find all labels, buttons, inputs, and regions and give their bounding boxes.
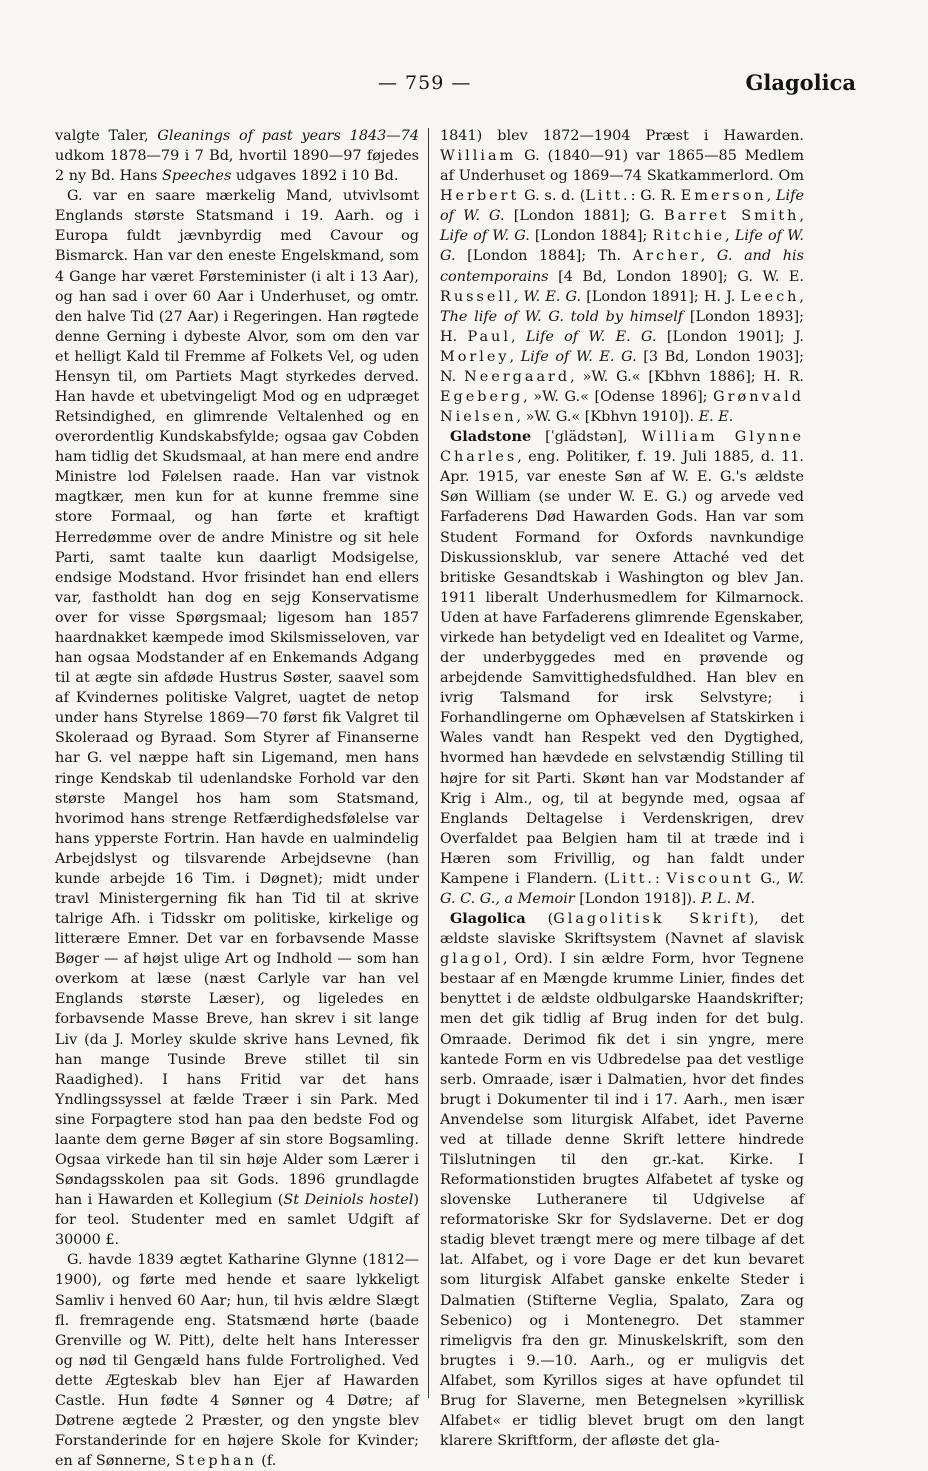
gladstone-writings-paragraph: valgte Taler, Gleanings of past years 1843—74 udkom 1878—79 i 7 Bd, hvortil 1890—97 føjedes 2 ny Bd. Hans Speeches udgaves 1892 i 10 Bd. xyxy=(55,128,419,185)
gladstone-literature-paragraph: 1841) blev 1872—1904 Præst i Hawarden. William G. (1840—91) var 1865—85 Medlem af Underhuset og 1869—74 Skatkammerlord. Om Herbert G. s. d. (Litt.: G. R. Emerson, Life of W. G. [London 1881]; G. Barret Smith, Life of W. G. [London 1884]; Ritchie, Life of W. G. [London 1884]; Th. Archer, G. and his contemporains [4 Bd, London 1890]; G. W. E. Russell, W. E. G. [London 1891]; H. J. Leech, The life of W. G. told by himself [London 1893]; H. Paul, Life of W. E. G. [London 1901]; J. Morley, Life of W. E. G. [3 Bd, London 1903]; N. Neergaard, »W. G.« [Kbhvn 1886]; H. R. Egeberg, »W. G.« [Odense 1896]; Grønvald Nielsen, »W. G.« [Kbhvn 1910]). E. E. xyxy=(440,128,805,426)
page-number: — 759 — xyxy=(378,72,472,94)
running-head: Glagolica xyxy=(745,70,856,95)
entry-headword: Glagolica xyxy=(450,910,526,928)
gladstone-character-paragraph: G. var en saare mærkelig Mand, utvivlsomt Englands største Statsmand i 19. Aarh. og i Europa fuldt jævnbyrdig med Cavour og Bismarck. Han var den eneste Engelskmand, som 4 Gange har været Førsteminister (i alt i 13 Aar), og han sad i over 60 Aar i Underhuset, og omtr. den halve Tid (27 Aar) i Regeringen. Han røgtede denne Gerning i dybeste Alvor, som om den var et helligt Kald til Fremme af Folkets Vel, og uden Hensyn til, om Partiets Magt styrkedes derved. Han havde et ubetvingeligt Mod og en udpræget Retsindighed, en glimrende Veltalenhed og en overordentlig Kundskabsfylde; ogsaa gav Cobden ham tidlig det Skudsmaal, at han mere end andre Ministre lod Følelsen raade. Han var vistnok magtkær, men kun for at kunne fremme sine store Formaal, og han førte et kraftigt Herredømme over de andre Ministre og sit hele Parti, samt taalte kun daarligt Modsigelse, endsige Modstand. Hvor frisindet han end ellers var, fastholdt han dog en sejg Konservatisme over for visse Spørgsmaal; ligesom han 1857 haardnakket kæmpede imod Skilsmisseloven, var han ogsaa Modstander af en Enkemands Adgang til at ægte sin afdøde Hustrus Søster, saavel som af Kvindernes politiske Valgret, uagtet de netop under hans Styrelse 1869—70 først fik Valgret til Skoleraad og Byraad. Som Styrer af Finanserne har G. vel næppe haft sin Ligemand, men hans ringe Kendskab til udenlandske Forhold var den største Mangel hos ham som Statsmand, hvorimod hans strenge Retfærdighedsfølelse var hans ypperste Fortrin. Han havde en ualmindelig Arbejdslyst og tilsvarende Arbejdsevne (han kunde arbejde 16 Tim. i Døgnet); midt under travl Ministergerning fik han Tid til at skrive talrige Afh. i Tidsskr om politiske, kirkelige og litterære Emner. Det var en forbavsende Masse Bøger — af højst ulige Art og Indhold — som han overkom at læse (næst Carlyle var han vel Englands største Læser), og ligeledes en forbavsende Masse Breve, han skrev i sit lange Liv (da J. Morley skulde skrive hans Levned, fik han mange Tusinde Breve stillet til sin Raadighed). I hans Fritid var det hans Yndlingssyssel at fælde Træer i sin Park. Med sine Forpagtere stod han paa den bedste Fod og laante dem gerne Bøger af sin store Bogsamling. Ogsaa virkede han til sin høje Alder som Lærer i Søndagsskolen paa sit Gods. 1896 grundlagde han i Hawarden et Kollegium (St Deiniols hostel) for teol. Studenter med en samlet Udgift af 30000 £. xyxy=(55,188,419,1249)
right-column xyxy=(440,126,804,1451)
author-signature: E. E. xyxy=(698,409,734,426)
column-divider xyxy=(428,128,429,1398)
entry-headword: Gladstone xyxy=(450,428,532,446)
entry-gladstone-wgc: Gladstone [ˈglädstən], William Glynne Charles, eng. Politiker, f. 19. Juli 1885, d. 11. Apr. 1915, var eneste Søn af W. E. G.'s ældste Søn William (se under W. E. G.) og arvede ved Farfaderens Død Hawarden Gods. Han var som Student Formand for Oxfords navnkundige Diskussionsklub, var senere Attaché ved det britiske Gesandtskab i Washington og blev Jan. 1911 liberalt Underhusmedlem for Kilmarnock. Uden at have Farfaderens glimrende Egenskaber, virkede han betydeligt ved en Idealitet og Varme, der underbyggedes med en prøvende og arbejdende Samvittighedsfuldhed. Han blev en ivrig Talsmand for irsk Selvstyre; i Forhandlingerne om Ophævelsen af Statskirken i Wales vandt han Respekt ved den Dygtighed, hvormed han hævdede en selvstændig Stilling til højre for sit Parti. Skønt han var Modstander af Krig i Alm., og, til at begynde med, ogsaa af Englands Deltagelse i Verdenskrigen, drev Overfaldet paa Belgien ham til at træde ind i Hæren som Frivillig, og han faldt under Kampene i Flandern. (Litt.: Viscount G., W. G. C. G., a Memoir [London 1918]). P. L. M. xyxy=(440,428,805,907)
author-signature: P. L. M. xyxy=(701,890,756,907)
page-header xyxy=(56,66,856,106)
entry-glagolica: Glagolica (Glagolitisk Skrift), det ældste slaviske Skriftsystem (Navnet af slavisk glagol, Ord). I sin ældre Form, hvor Tegnene bestaar af en Mængde krumme Linier, findes det benyttet i de ældste oldbulgarske Haandskrifter; men det gik tidlig af Brug inden for det bulg. Omraade. Derimod fik det i sin yngre, mere kantede Form en vis Udbredelse paa det vestlige serb. Omraade, især i Dalmatien, hvor det findes brugt i Dokumenter til ind i 17. Aarh., men især Anvendelse som liturgisk Alfabet, idet Paverne ved at tillade denne Skrift lettere hindrede Tilslutningen til den gr.-kat. Kirke. I Reformationstiden brugtes Alfabetet af tyske og slovenske Lutheranere til Udgivelse af reformatoriske Skr for Sydslaverne. Det er dog stadig blevet trængt mere og mere tilbage af det lat. Alfabet, og i vore Dage er det kun bevaret som liturgisk Alfabet ganske enkelte Steder i Dalmatien (Stifterne Veglia, Spalato, Zara og Sebenico) og i Montenegro. Det stammer rimeligvis fra den gr. Minuskelskrift, som den brugtes i 9.—10. Aarh., og er muligvis det Alfabet, som Kyrillos siges at have opfundet til Brug for Slaverne, men Betegnelsen »kyrillisk Alfabet« er tidlig blevet brugt om den langt klarere Skriftform, der afløste det gla- xyxy=(440,910,804,1450)
gladstone-family-paragraph: G. havde 1839 ægtet Katharine Glynne (1812—1900), og førte med hende et saare lykkeligt Samliv i henved 60 Aar; hun, til hvis ældre Slægt fl. fremragende eng. Statsmænd hørte (baade Grenville og W. Pitt), delte helt hans Interesser og nød til Gengæld hans fulde Fortrolighed. Ved dette Ægteskab blev han Ejer af Hawarden Castle. Hun fødte 4 Sønner og 4 Døtre; af Døtrene ægtede 2 Præster, og den yngste blev Forstanderinde for en højere Skole for Kvinder; en af Sønnerne, Stephan (f. xyxy=(55,1252,419,1470)
left-column xyxy=(55,126,419,1471)
